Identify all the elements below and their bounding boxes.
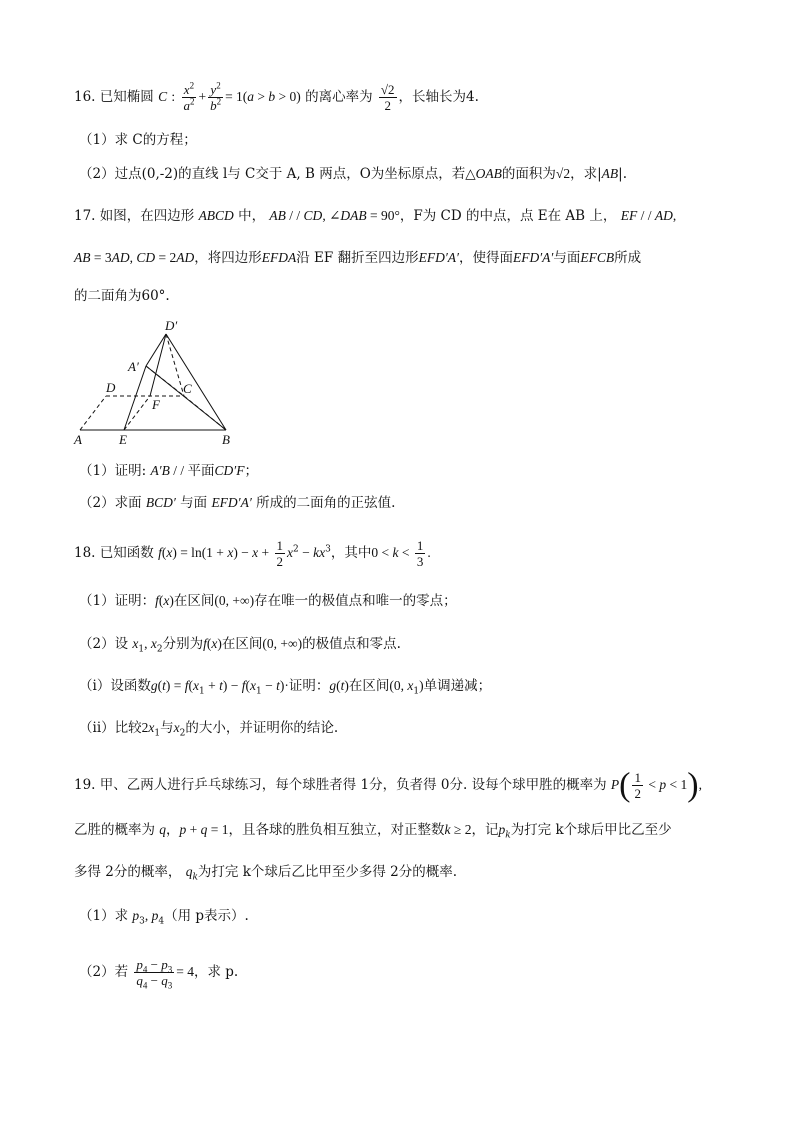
q18-part2: （2）设 $x_1$, $x_2$分别为f(x)在区间(0, +∞)的极值点和零点. [79,636,401,655]
q16-statement: 16. 已知椭圆 C : $\frac{x^2}{a^2}$ + $\frac{y^2}{b^2}$ = 1(a > b > 0) 的离心率为 $\frac{√2}{2}$ ，长轴长为4. [74,80,479,113]
q17-figure [66,316,246,450]
fraction: $\frac{√2}{2}$ [380,82,395,113]
figure-label: B [222,432,230,447]
q16-part2: （2）过点(0,-2)的直线 l与 C交于 A, B 两点，O为坐标原点，若△OAB的面积为√2，求|AB|. [79,166,627,182]
figure-label: D′ [165,318,178,333]
q18-statement: 18. 已知函数 f(x) = ln(1 + x) − x + $\frac{1}{2}$ $x^2 - kx^3$，其中0 < k < $\frac{1}{3}$ . [74,538,431,569]
q19-part2: （2）若 $\frac{p_4 - p_3}{q_4 - q_3}$ = 4，求 p. [79,957,239,991]
fraction: $\frac{1}{2}$ [276,538,284,569]
q17-part1: （1）证明: A′B / / 平面CD′F； [79,463,258,479]
figure-label: C [183,381,192,396]
q18-part1: （1）证明：f(x)在区间(0, +∞)存在唯一的极值点和唯一的零点； [79,593,457,609]
q17-part2: （2）求面 BCD′ 与面 EFD′A′ 所成的二面角的正弦值. [79,495,396,511]
fraction: $\frac{y^2}{b^2}$ [210,80,222,113]
fraction: $\frac{1}{3}$ [416,538,424,569]
figure-label: A [74,432,82,447]
q19-statement-line1: 19. 甲、乙两人进行乒乓球练习，每个球胜者得 1分，负者得 0分. 设每个球甲胜的概率为 P( $\frac{1}{2}$ < p < 1), [74,766,702,804]
fraction: $\frac{p_4 - p_3}{q_4 - q_3}$ [136,957,173,991]
figure-label: A′ [128,359,139,374]
figure-label: E [119,432,127,447]
q18-part-ii: （ii）比较$2x_1$与$x_2$的大小，并证明你的结论. [79,720,339,739]
q18-part-i: （i）设函数$g(t) = f(x_1 + t) - f(x_1 - t)\cdot$证明：g(t)在区间(0, $x_1$)单调递减； [79,678,492,697]
fraction: $\frac{1}{2}$ [634,770,641,801]
figure-label: D [106,380,116,395]
fraction: $\frac{x^2}{a^2}$ [183,80,195,113]
q19-statement-line3: 多得 2分的概率， $q_k$为打完 k个球后乙比甲至少多得 2分的概率. [74,864,458,883]
q16-part1: （1）求 C的方程； [79,132,197,148]
q19-statement-line2: 乙胜的概率为 q，p + q = 1，且各球的胜负相互独立，对正整数k ≥ 2，记$p_k$为打完 k个球后甲比乙至少 [74,822,672,841]
q19-part1: （1）求 $p_3$, $p_4$（用 p表示）. [79,908,249,927]
q17-statement-line2: AB = 3AD, CD = 2AD，将四边形EFDA沿 EF 翻折至四边形EFD′A′，使得面EFD′A′与面EFCB所成 [74,250,642,266]
figure-label: F [152,397,160,412]
q17-statement-line3: 的二面角为60°. [74,288,170,304]
q17-statement-line1: 17. 如图，在四边形 ABCD 中， AB / / CD, ∠DAB = 90°，F为 CD 的中点，点 E在 AB 上， EF / / AD, [74,208,677,224]
